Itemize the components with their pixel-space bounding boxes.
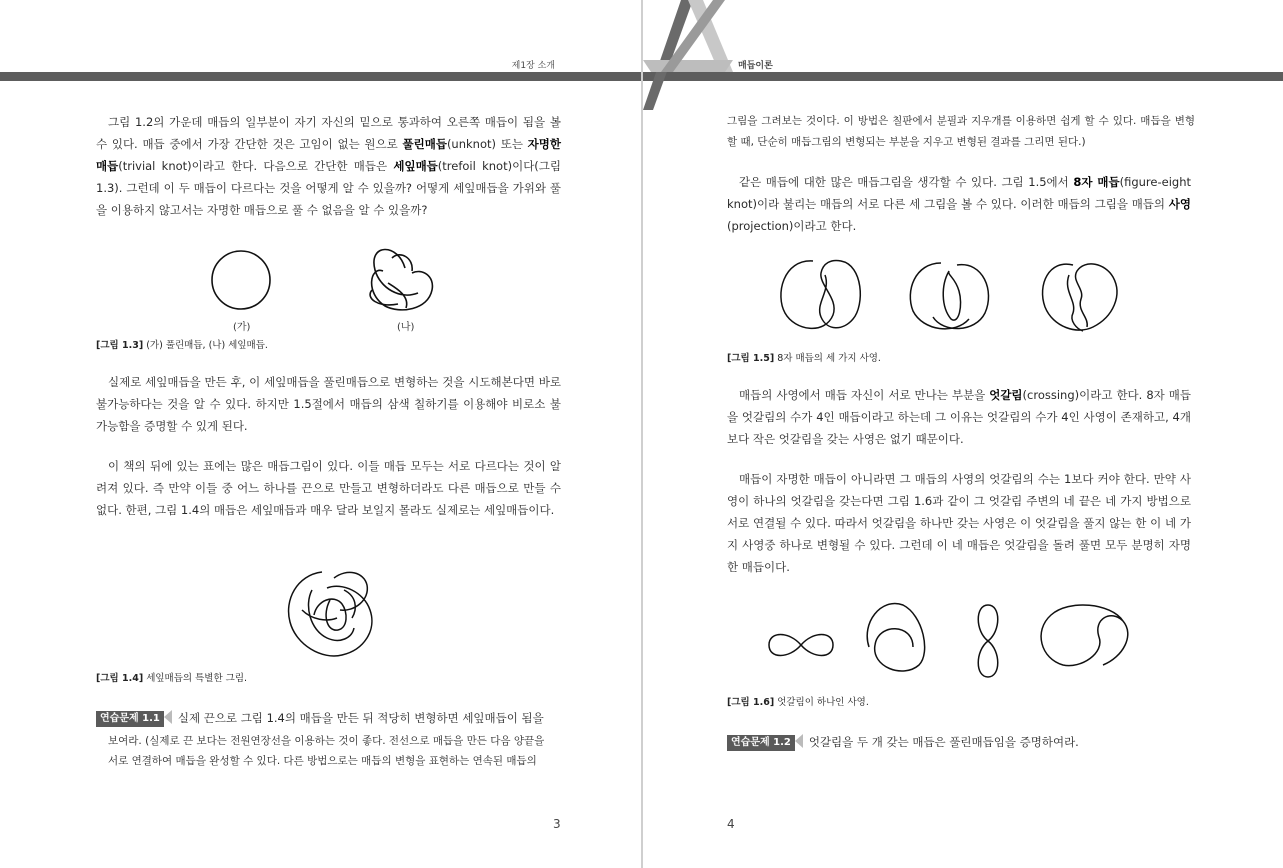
figure-1-4-trefoil-variant <box>282 560 382 665</box>
header-bar <box>0 72 641 81</box>
figure-caption: [그림 1.3] (가) 풀린매듭, (나) 세잎매듭. <box>96 340 268 351</box>
exercise-text: 보여라. (실제로 끈 보다는 전원연장선을 이용하는 것이 좋다. 전선으로 매듭을 만든 다음 양끝을 <box>108 735 545 747</box>
left-page <box>0 0 641 868</box>
exercise-1-1: 연습문제 1.1 실제 끈으로 그림 1.4의 매듭을 만든 뒤 적당히 변형하면 세잎매듭이 됨을 <box>96 707 566 729</box>
figure-1-5-figure-eight-projections <box>773 255 1153 337</box>
figure-caption: [그림 1.4] 세잎매듭의 특별한 그림. <box>96 673 248 684</box>
projection-loop-a <box>867 604 924 671</box>
figure-caption: [그림 1.5] 8자 매듭의 세 가지 사영. <box>727 353 881 364</box>
paragraph: 그림을 그려보는 것이다. 이 방법은 칠판에서 분필과 지우개를 이용하면 쉽게 할 수 있다. 매듭을 변형할 때, 단순히 매듭그림의 변형되는 부분을 지우고 변형된 결과를 그리면 된다.) <box>727 115 1195 148</box>
paragraph: 실제로 세잎매듭을 만든 후, 이 세잎매듭을 풀린매듭으로 변형하는 것을 시도해본다면 바로 불가능하다는 것을 알 수 있다. 하지만 1.5절에서 매듭의 삼색 칠하기를 이용해야 비로소 불가능함을 증명할 수 있게 된다. <box>96 375 561 433</box>
projection-loop-b <box>1041 605 1128 666</box>
right-page <box>643 0 1283 868</box>
figure-caption: [그림 1.6] 엇갈림이 하나인 사영. <box>727 697 869 708</box>
projection-figure8-vertical <box>978 605 998 677</box>
projection-3 <box>1043 264 1117 331</box>
running-header: 제1장 소개 <box>511 61 555 71</box>
header-bar <box>643 72 1283 81</box>
paragraph: 매듭이 자명한 매듭이 아니라면 그 매듭의 사영의 엇갈림의 수는 1보다 커야 한다. 만약 사영이 하나의 엇갈림을 갖는다면 그림 1.6과 같이 그 엇갈림 주변의 네 끝은 네 가지 방법으로 서로 연결될 수 있다. 따라서 엇갈림을 하나만 갖는 사영은 이 엇갈림을 풀지 않는 한 이 네 가지 사영중 하나로 변형될 수 있다. 그런데 이 네 매듭은 엇갈림을 돌려 풀면 모두 분명히 자명한 매듭이다. <box>727 472 1191 574</box>
unknot-diagram <box>212 251 270 309</box>
exercise-text: 서로 연결하여 매듭을 완성할 수 있다. 다른 방법으로는 매듭의 변형을 표현하는 연속된 매듭의 <box>108 755 537 767</box>
figure-1-6-one-crossing-projections <box>763 595 1163 685</box>
exercise-badge: 연습문제 1.2 <box>727 735 795 751</box>
paragraph: 그림 1.2의 가운데 매듭의 일부분이 자기 자신의 밑으로 통과하여 오른쪽 매듭이 됨을 볼 수 있다. 매듭 중에서 가장 간단한 것은 고임이 없는 원으로 풀린매듭(unknot) 또는 자명한 매듭(trivial knot)이라고 한다. 다음으로 간단한 매듭은 세잎매듭(trefoil knot)이다(그림 1.3). 그런데 이 두 매듭이 다르다는 것을 어떻게 알 수 있을까? 어떻게 세잎매듭을 가위와 풀을 이용하지 않고서는 자명한 매듭으로 풀 수 없음을 알 수 있을까? <box>96 115 562 217</box>
paragraph: 같은 매듭에 대한 많은 매듭그림을 생각할 수 있다. 그림 1.5에서 8자 매듭(figure-eight knot)이라 불리는 매듭의 서로 다른 세 그림을 볼 수 있다. 이러한 매듭의 그림을 매듭의 사영(projection)이라고 한다. <box>727 175 1191 233</box>
running-header: 매듭이론 <box>738 61 773 71</box>
subfigure-label-a: (가) <box>233 322 251 333</box>
trefoil-diagram <box>370 249 432 309</box>
page-number: 4 <box>727 817 735 831</box>
projection-infinity <box>769 635 833 656</box>
projection-2 <box>910 263 988 329</box>
chapter-logo-icon <box>643 0 733 110</box>
arrow-icon <box>164 710 172 724</box>
figure-1-3-unknot-trefoil <box>200 238 460 318</box>
paragraph: 이 책의 뒤에 있는 표에는 많은 매듭그림이 있다. 이들 매듭 모두는 서로 다르다는 것이 알려져 있다. 즉 만약 이들 중 어느 하나를 끈으로 만들고 변형하더라도 다른 매듭으로 만들 수 없다. 한편, 그림 1.4의 매듭은 세잎매듭과 매우 달라 보일지 몰라도 실제로는 세잎매듭이다. <box>96 459 561 517</box>
exercise-1-2: 연습문제 1.2 엇갈림을 두 개 갖는 매듭은 풀린매듭임을 증명하여라. <box>727 731 1197 753</box>
arrow-icon <box>795 734 803 748</box>
paragraph: 매듭의 사영에서 매듭 자신이 서로 만나는 부분을 엇갈림(crossing)이라고 한다. 8자 매듭을 엇갈림의 수가 4인 매듭이라고 하는데 그 이유는 엇갈림의 수가 4인 사영이 존재하고, 4개보다 작은 엇갈림을 갖는 사영은 없기 때문이다. <box>727 388 1191 446</box>
subfigure-label-b: (나) <box>397 322 415 333</box>
exercise-badge: 연습문제 1.1 <box>96 711 164 727</box>
projection-1 <box>781 261 860 329</box>
page-number: 3 <box>553 817 561 831</box>
